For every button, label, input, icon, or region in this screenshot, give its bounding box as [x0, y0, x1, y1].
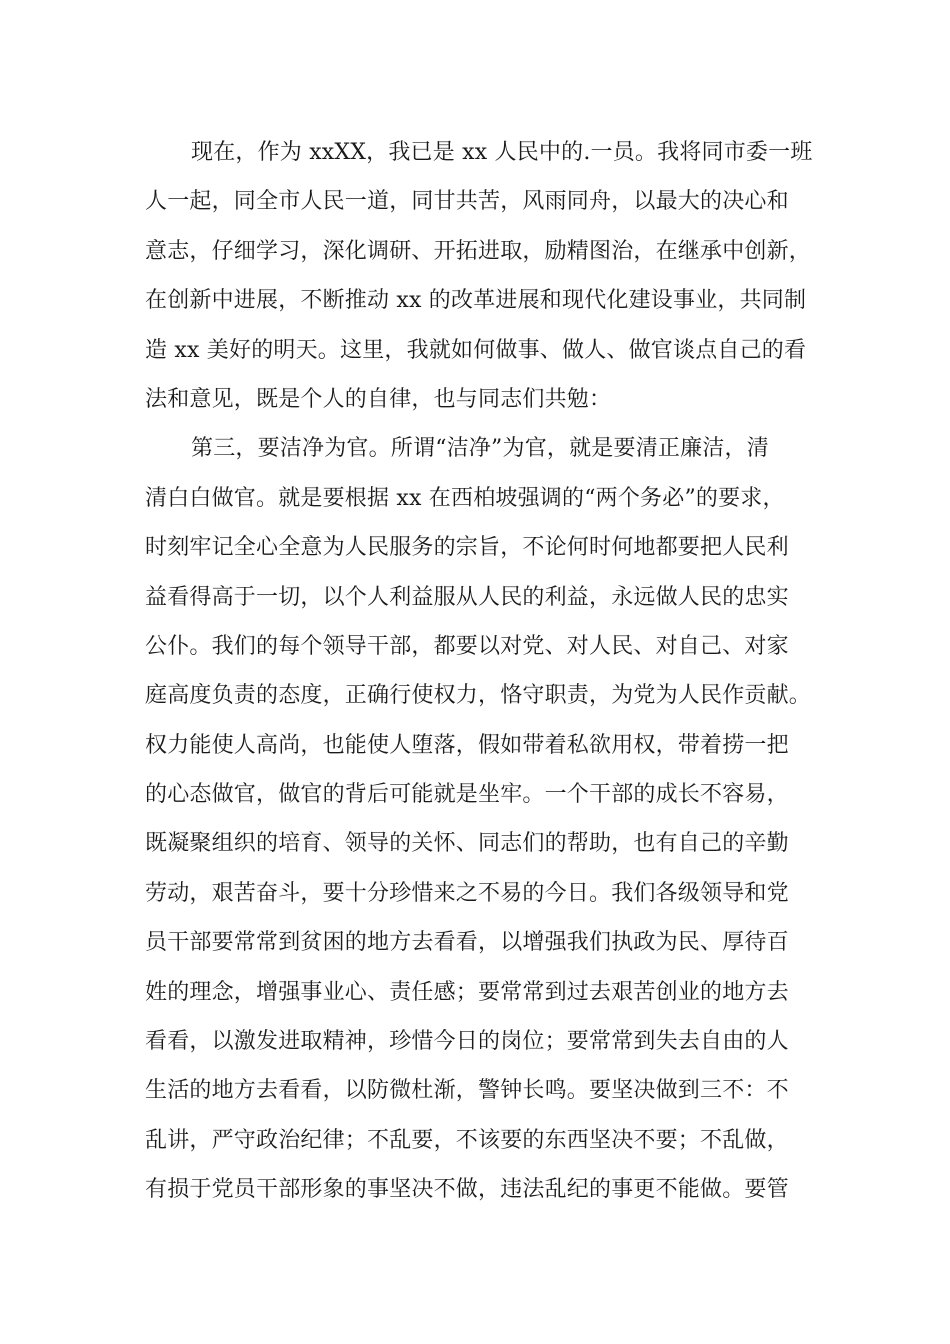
paragraph-2-line-10: 劳动，艰苦奋斗，要十分珍惜来之不易的今日。我们各级领导和党 — [145, 880, 789, 906]
paragraph-2-line-1: 第三，要洁净为官。所谓“洁净”为官，就是要清正廉洁，清 — [191, 436, 769, 462]
paragraph-1-line-2: 人一起，同全市人民一道，同甘共苦，风雨同舟，以最大的决心和 — [145, 189, 789, 215]
paragraph-2-line-9: 既凝聚组织的培育、领导的关怀、同志们的帮助，也有自己的辛勤 — [145, 831, 789, 857]
paragraph-2-line-14: 生活的地方去看看，以防微杜渐，警钟长鸣。要坚决做到三不：不 — [145, 1078, 789, 1104]
paragraph-2-line-6: 庭高度负责的态度，正确行使权力，恪守职责，为党为人民作贡献。 — [145, 683, 812, 709]
paragraph-2-line-4: 益看得高于一切，以个人利益服从人民的利益，永远做人民的忠实 — [145, 584, 789, 610]
paragraph-1-line-1: 现在，作为 xxXX，我已是 xx 人民中的.一员。我将同市委一班 — [191, 140, 813, 165]
paragraph-2-line-8: 的心态做官，做官的背后可能就是坐牢。一个干部的成长不容易， — [145, 782, 789, 808]
paragraph-2-line-5: 公仆。我们的每个领导干部，都要以对党、对人民、对自己、对家 — [145, 633, 789, 659]
paragraph-2-line-7: 权力能使人高尚，也能使人堕落，假如带着私欲用权，带着捞一把 — [145, 732, 789, 758]
paragraph-2-line-3: 时刻牢记全心全意为人民服务的宗旨，不论何时何地都要把人民利 — [145, 535, 789, 561]
paragraph-1-line-6: 法和意见，既是个人的自律，也与同志们共勉： — [145, 386, 612, 412]
paragraph-1-line-3: 意志，仔细学习，深化调研、开拓进取，励精图治，在继承中创新， — [145, 238, 812, 264]
document-body — [145, 128, 825, 1215]
paragraph-1-line-5: 造 xx 美好的明天。这里，我就如何做事、做人、做官谈点自己的看 — [145, 337, 807, 363]
paragraph-2-line-15: 乱讲，严守政治纪律；不乱要，不该要的东西坚决不要；不乱做， — [145, 1127, 789, 1153]
paragraph-2-line-12: 姓的理念，增强事业心、责任感；要常常到过去艰苦创业的地方去 — [145, 979, 789, 1005]
paragraph-2-line-13: 看看，以激发进取精神，珍惜今日的岗位；要常常到失去自由的人 — [145, 1029, 789, 1055]
paragraph-1-line-4: 在创新中进展，不断推动 xx 的改革进展和现代化建设事业，共同制 — [145, 288, 807, 314]
paragraph-2-line-16: 有损于党员干部形象的事坚决不做，违法乱纪的事更不能做。要管 — [145, 1177, 789, 1203]
paragraph-2-line-2: 清白白做官。就是要根据 xx 在西柏坡强调的“两个务必”的要求， — [145, 485, 785, 511]
paragraph-2-line-11: 员干部要常常到贫困的地方去看看，以增强我们执政为民、厚待百 — [145, 930, 789, 956]
